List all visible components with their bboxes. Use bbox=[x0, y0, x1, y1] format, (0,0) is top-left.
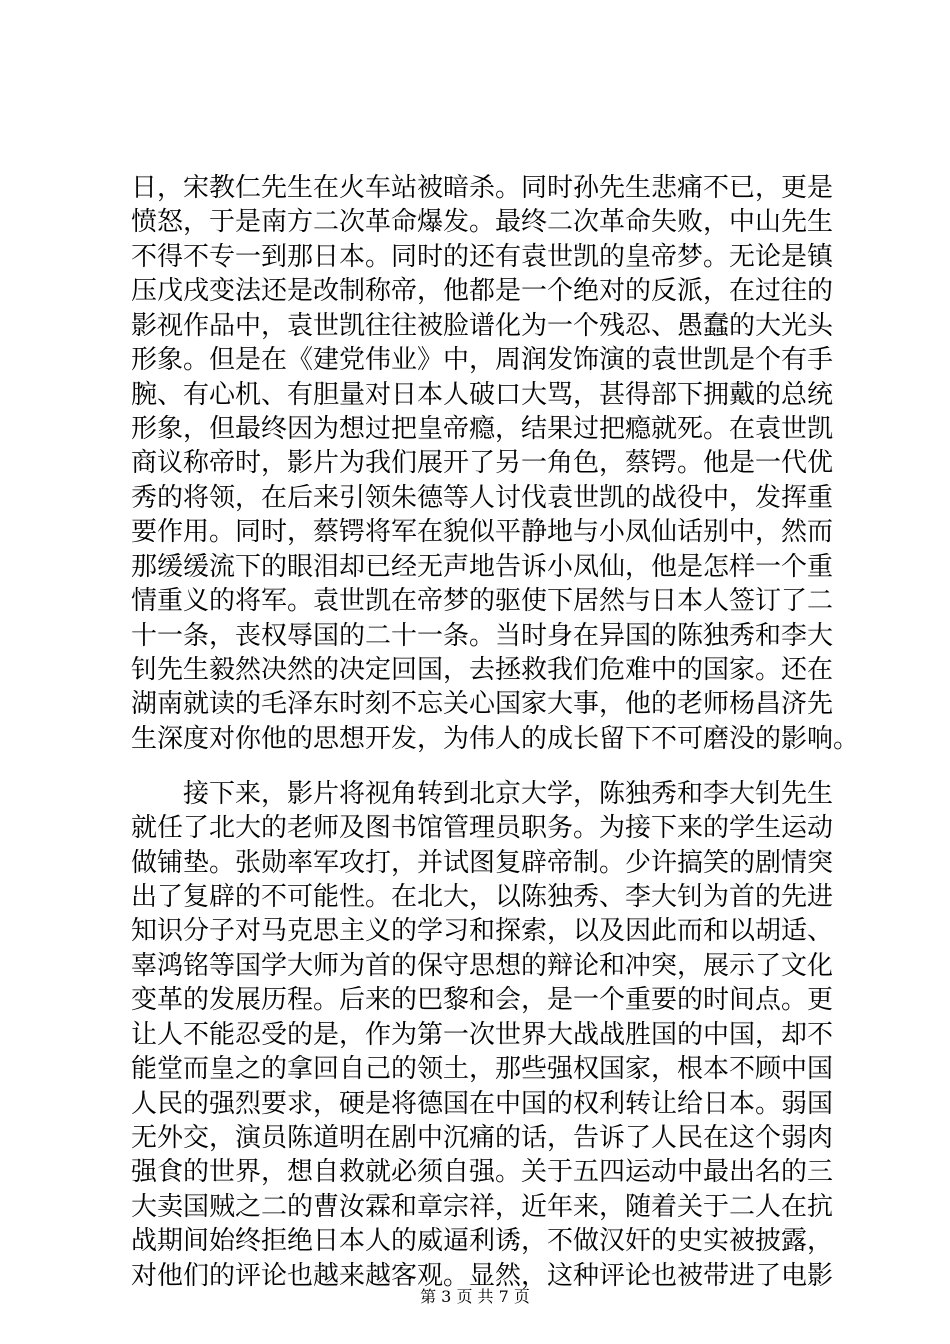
text-line: 湖南就读的毛泽东时刻不忘关心国家大事，他的老师杨昌济先 bbox=[131, 689, 834, 719]
text-line: 秀的将领，在后来引领朱德等人讨伐袁世凯的战役中，发挥重 bbox=[131, 483, 834, 513]
text-line: 情重义的将军。袁世凯在帝梦的驱使下居然与日本人签订了二 bbox=[131, 586, 834, 616]
text-line: 无外交，演员陈道明在剧中沉痛的话，告诉了人民在这个弱肉 bbox=[131, 1123, 834, 1153]
text-line: 商议称帝时，影片为我们展开了另一角色，蔡锷。他是一代优 bbox=[131, 448, 834, 478]
text-line: 形象。但是在《建党伟业》中，周润发饰演的袁世凯是个有手 bbox=[131, 345, 834, 375]
text-line: 对他们的评论也越来越客观。显然，这种评论也被带进了电影 bbox=[131, 1261, 834, 1291]
page-number-footer: 第 3 页 共 7 页 bbox=[420, 1287, 530, 1306]
text-line: 知识分子对马克思主义的学习和探索，以及因此而和以胡适、 bbox=[131, 916, 834, 946]
text-line: 腕、有心机、有胆量对日本人破口大骂，甚得部下拥戴的总统 bbox=[131, 380, 834, 410]
text-line: 出了复辟的不可能性。在北大，以陈独秀、李大钊为首的先进 bbox=[131, 882, 834, 912]
text-line: 形象，但最终因为想过把皇帝瘾，结果过把瘾就死。在袁世凯 bbox=[131, 414, 834, 444]
text-line: 大卖国贼之二的曹汝霖和章宗祥，近年来，随着关于二人在抗 bbox=[131, 1192, 834, 1222]
text-line: 日，宋教仁先生在火车站被暗杀。同时孙先生悲痛不已，更是 bbox=[131, 173, 834, 203]
text-line: 人民的强烈要求，硬是将德国在中国的权利转让给日本。弱国 bbox=[131, 1089, 834, 1119]
text-line: 不得不专一到那日本。同时的还有袁世凯的皇帝梦。无论是镇 bbox=[131, 242, 834, 272]
text-line: 强食的世界，想自救就必须自强。关于五四运动中最出名的三 bbox=[131, 1157, 834, 1187]
text-line: 那缓缓流下的眼泪却已经无声地告诉小凤仙，他是怎样一个重 bbox=[131, 552, 834, 582]
text-line: 影视作品中，袁世凯往往被脸谱化为一个残忍、愚蠢的大光头 bbox=[131, 311, 834, 341]
text-line: 辜鸿铭等国学大师为首的保守思想的辩论和冲突，展示了文化 bbox=[131, 951, 834, 981]
text-line: 愤怒，于是南方二次革命爆发。最终二次革命失败，中山先生 bbox=[131, 207, 834, 237]
text-line: 变革的发展历程。后来的巴黎和会，是一个重要的时间点。更 bbox=[131, 985, 834, 1015]
text-line: 就任了北大的老师及图书馆管理员职务。为接下来的学生运动 bbox=[131, 813, 834, 843]
text-line: 战期间始终拒绝日本人的威逼利诱，不做汉奸的史实被披露， bbox=[131, 1226, 834, 1256]
text-line: 要作用。同时，蔡锷将军在貌似平静地与小凤仙话别中，然而 bbox=[131, 517, 834, 547]
text-line: 能堂而皇之的拿回自己的领土，那些强权国家，根本不顾中国 bbox=[131, 1054, 834, 1084]
text-line: 生深度对你他的思想开发，为伟人的成长留下不可磨没的影响。 bbox=[131, 724, 860, 754]
text-line: 压戊戌变法还是改制称帝，他都是一个绝对的反派，在过往的 bbox=[131, 276, 834, 306]
text-line: 接下来，影片将视角转到北京大学，陈独秀和李大钊先生 bbox=[131, 779, 834, 809]
text-line: 钊先生毅然决然的决定回国，去拯救我们危难中的国家。还在 bbox=[131, 655, 834, 685]
text-line: 做铺垫。张勋率军攻打，并试图复辟帝制。少许搞笑的剧情突 bbox=[131, 848, 834, 878]
text-line: 让人不能忍受的是，作为第一次世界大战战胜国的中国，却不 bbox=[131, 1020, 834, 1050]
text-line: 十一条，丧权辱国的二十一条。当时身在异国的陈独秀和李大 bbox=[131, 621, 834, 651]
